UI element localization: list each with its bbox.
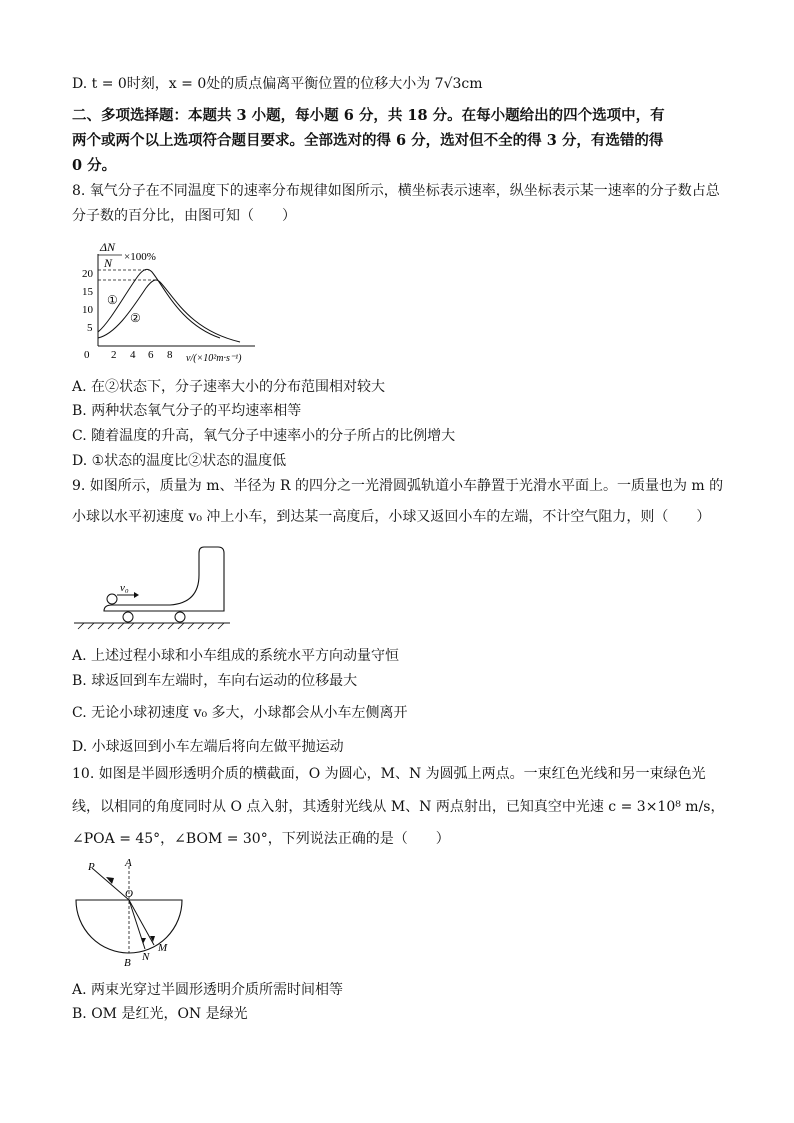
fig8-ylabel-suffix: ×100% [124, 251, 156, 263]
fig8-curve1-label: ① [107, 293, 118, 307]
question-8-option-a: A. 在②状态下，分子速率大小的分布范围相对较大 [72, 379, 386, 395]
option-7d: D. t = 0时刻，x = 0处的质点偏离平衡位置的位移大小为 7√3cm [72, 76, 483, 92]
question-9-option-a: A. 上述过程小球和小车组成的系统水平方向动量守恒 [72, 648, 400, 664]
figure-10-semicircle-medium [70, 856, 190, 972]
figure-9-cart-and-ball [72, 543, 232, 635]
question-8-option-c: C. 随着温度的升高，氧气分子中速率小的分子所占的比例增大 [72, 428, 456, 444]
fig10-label-a: A [125, 857, 132, 869]
fig8-curve2-label: ② [130, 311, 141, 325]
question-10-stem-line1: 10. 如图是半圆形透明介质的横截面，O 为圆心，M、N 为圆弧上两点。一束红色光线和另一束绿色光 [72, 766, 706, 782]
question-10-option-a: A. 两束光穿过半圆形透明介质所需时间相等 [72, 982, 344, 998]
fig10-label-b: B [124, 957, 131, 969]
question-8-stem-line2: 分子数的百分比，由图可知（ ） [72, 208, 296, 224]
question-8-option-b: B. 两种状态氧气分子的平均速率相等 [72, 403, 302, 419]
fig8-ytick-5: 5 [87, 322, 93, 334]
fig10-label-m: M [158, 942, 168, 954]
fig8-xtick-2: 2 [111, 349, 117, 361]
question-10-stem-line2: 线，以相同的角度同时从 O 点入射，其透射光线从 M、N 两点射出，已知真空中光速 c = 3×10⁸ m/s， [72, 799, 725, 815]
fig8-ylabel-top: ΔN [100, 240, 116, 254]
section-heading-line2: 两个或两个以上选项符合题目要求。全部选对的得 6 分，选对但不全的得 3 分，有选错的得 [72, 132, 664, 149]
section-heading-line1: 二、多项选择题：本题共 3 小题，每小题 6 分，共 18 分。在每小题给出的四个选项中，有 [72, 107, 665, 124]
question-9-option-b: B. 球返回到车左端时，车向右运动的位移最大 [72, 673, 358, 689]
question-8-stem-line1: 8. 氧气分子在不同温度下的速率分布规律如图所示，横坐标表示速率，纵坐标表示某一速率的分子数占总 [72, 183, 720, 199]
fig8-xtick-8: 8 [167, 349, 173, 361]
question-9-stem-line2: 小球以水平初速度 v₀ 冲上小车，到达某一高度后，小球又返回小车的左端，不计空气阻力，则（ ） [72, 509, 711, 525]
question-9-option-c: C. 无论小球初速度 v₀ 多大，小球都会从小车左侧离开 [72, 705, 408, 721]
question-10-stem-line3: ∠POA = 45°，∠BOM = 30°，下列说法正确的是（ ） [72, 831, 450, 847]
fig8-xtick-4: 4 [130, 349, 136, 361]
question-9-option-d: D. 小球返回到小车左端后将向左做平抛运动 [72, 739, 344, 755]
fig8-xtick-6: 6 [148, 349, 154, 361]
question-9-stem-line1: 9. 如图所示，质量为 m、半径为 R 的四分之一光滑圆弧轨道小车静置于光滑水平面上。一质量也为 m 的 [72, 478, 724, 494]
fig8-ytick-20: 20 [82, 268, 93, 280]
fig8-ytick-10: 10 [82, 304, 93, 316]
figure-8-speed-distribution [80, 234, 270, 366]
fig10-label-o: O [125, 888, 133, 900]
question-8-option-d: D. ①状态的温度比②状态的温度低 [72, 453, 287, 469]
fig8-ylabel-bottom: N [104, 256, 113, 270]
fig8-xlabel: v/(×10²m·s⁻¹) [186, 353, 242, 364]
fig8-xtick-0: 0 [84, 349, 90, 361]
fig8-ytick-15: 15 [82, 286, 93, 298]
fig10-label-p: P [88, 861, 95, 873]
fig10-label-n: N [142, 951, 150, 963]
question-10-option-b: B. OM 是红光，ON 是绿光 [72, 1006, 248, 1022]
section-heading-line3: 0 分。 [72, 157, 117, 174]
fig9-v0-label: v₀ [120, 582, 129, 594]
